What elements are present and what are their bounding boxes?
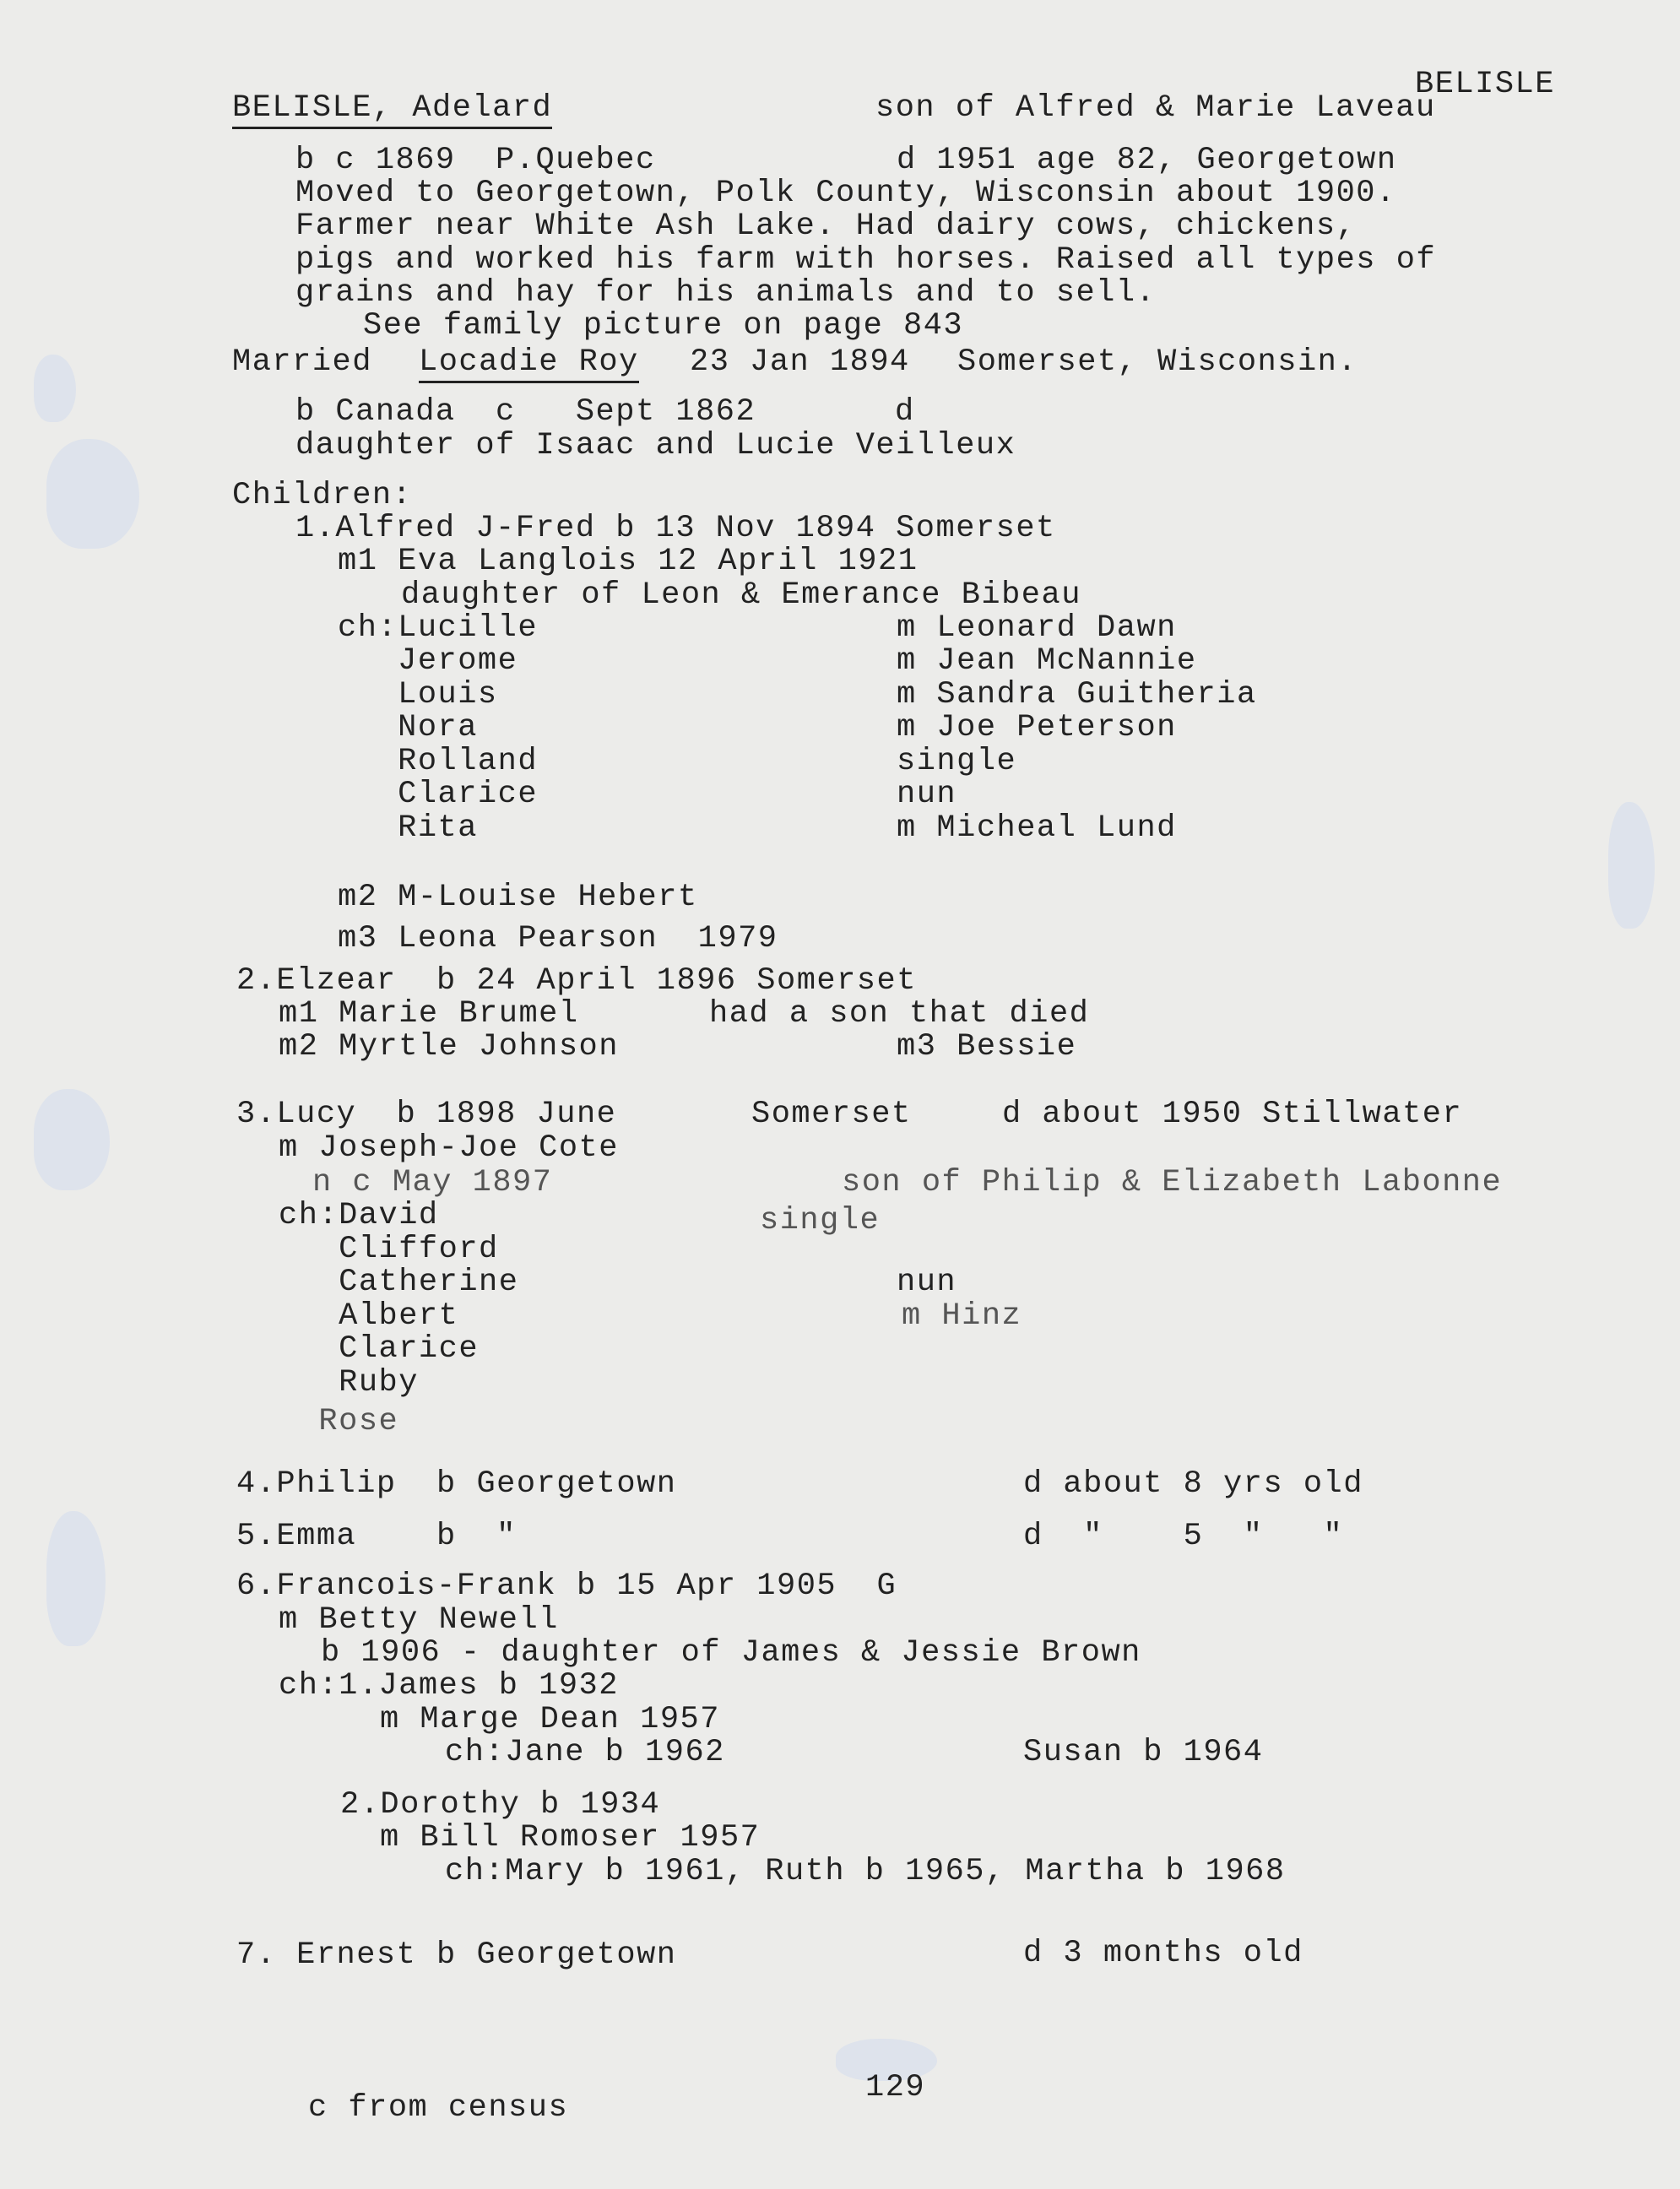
bio-line: pigs and worked his farm with horses. Raised all types of [295,242,1437,278]
grandchild-name: ch:David [279,1198,439,1233]
grandchild-name: Rose [279,1404,399,1439]
subject-birth: b c 1869 P.Quebec [295,143,656,178]
grandchild-note: single [897,744,1017,779]
child-spouse-birth: n c May 1897 [312,1165,553,1200]
page-number: 129 [865,2070,926,2105]
grandchild-note: nun [897,1265,957,1300]
grandchild-note: m Joe Peterson [897,710,1177,745]
child-birth-place: Somerset [751,1097,912,1132]
child-marriage: m2 Myrtle Johnson [279,1029,619,1065]
child-spouse-parents: son of Philip & Elizabeth Labonne [842,1165,1503,1200]
grandchild-name: ch:1.James b 1932 [279,1668,619,1704]
grandchild-note: single [760,1203,881,1238]
child-marriage: m1 Marie Brumel [279,996,579,1032]
scan-blotch [34,355,76,422]
spouse-birth: b Canada c Sept 1862 [295,394,756,430]
child-spouse-info: b 1906 - daughter of James & Jessie Brown [321,1635,1141,1671]
child-marriage: m2 M-Louise Hebert [338,880,698,915]
grandchild-name: Catherine [279,1265,519,1300]
grandchild-name: Clarice [338,777,539,812]
grandchild-name: Nora [338,710,478,745]
bio-line: Farmer near White Ash Lake. Had dairy cows, chickens, [295,209,1357,244]
child-entry: 6.Francois-Frank b 15 Apr 1905 G [236,1569,897,1604]
grandchild-name: Clarice [279,1331,480,1367]
grandchild-note: m Hinz [902,1298,1022,1334]
grandchild-marriage: m Bill Romoser 1957 [380,1820,761,1856]
grandchild-name: ch:Lucille [338,610,539,646]
grandchild-note: m Micheal Lund [897,810,1177,846]
child-entry: 5.Emma b " [236,1519,517,1554]
grandchild-marriage: m Marge Dean 1957 [380,1702,720,1737]
child-marriage: m1 Eva Langlois 12 April 1921 [338,544,919,579]
subject-death: d 1951 age 82, Georgetown [897,143,1397,178]
picture-note: See family picture on page 843 [363,308,964,344]
grandchild-name: Albert [279,1298,459,1334]
grandchild-note: m Leonard Dawn [897,610,1177,646]
grandchild-name: Clifford [279,1232,499,1267]
child-marriage: m3 Leona Pearson 1979 [338,921,778,956]
child-spouse: m Joseph-Joe Cote [279,1130,619,1166]
child-entry: 4.Philip b Georgetown [236,1466,677,1502]
child-spouse: m Betty Newell [279,1602,559,1638]
marriage-place: Somerset, Wisconsin. [957,344,1358,380]
subject-parents: son of Alfred & Marie Laveau [875,90,1436,126]
grandchild-note: nun [897,777,957,812]
grandchild-note: m Jean McNannie [897,643,1197,679]
corner-surname: BELISLE [1415,67,1555,102]
child-entry: 2.Elzear b 24 April 1896 Somerset [236,963,917,999]
child-death: d 3 months old [1023,1936,1303,1971]
footnote: c from census [308,2090,569,2126]
grandchild-name: Rita [338,810,478,846]
grandchild-name: Jerome [338,643,518,679]
bio-line: Moved to Georgetown, Polk County, Wisconsin about 1900. [295,176,1396,211]
child-death: d about 8 yrs old [1023,1466,1363,1502]
spouse-death: d [895,394,915,430]
scan-blotch [46,439,139,549]
child-marriage-note: had a son that died [709,996,1090,1032]
spouse-parents: daughter of Isaac and Lucie Veilleux [295,428,1016,463]
grandchild-name: 2.Dorothy b 1934 [340,1787,661,1823]
child-entry: 3.Lucy b 1898 June [236,1097,617,1132]
married-label: Married [232,344,372,380]
spouse-name: Locadie Roy [419,345,639,383]
marriage-date: 23 Jan 1894 [690,344,910,380]
child-death: d " 5 " " [1023,1519,1344,1554]
child-death: d about 1950 Stillwater [1002,1097,1463,1132]
bio-line: grains and hay for his animals and to sell. [295,275,1157,311]
scan-blotch [1608,802,1655,929]
child-marriage: m3 Bessie [897,1029,1077,1065]
subject-name: BELISLE, Adelard [232,91,552,129]
grandchild-name: Ruby [279,1365,419,1401]
children-heading: Children: [232,478,413,513]
great-grandchild: ch:Mary b 1961, Ruth b 1965, Martha b 1968 [445,1854,1286,1889]
child-entry: 1.Alfred J-Fred b 13 Nov 1894 Somerset [295,511,1056,546]
great-grandchild: Susan b 1964 [1023,1735,1264,1770]
grandchild-name: Louis [338,677,498,713]
child-spouse-parents: daughter of Leon & Emerance Bibeau [401,577,1081,613]
great-grandchild: ch:Jane b 1962 [445,1735,725,1770]
grandchild-note: m Sandra Guitheria [897,677,1257,713]
grandchild-name: Rolland [338,744,539,779]
scan-blotch [46,1511,106,1646]
child-entry: 7. Ernest b Georgetown [236,1937,677,1973]
scan-blotch [34,1089,110,1190]
